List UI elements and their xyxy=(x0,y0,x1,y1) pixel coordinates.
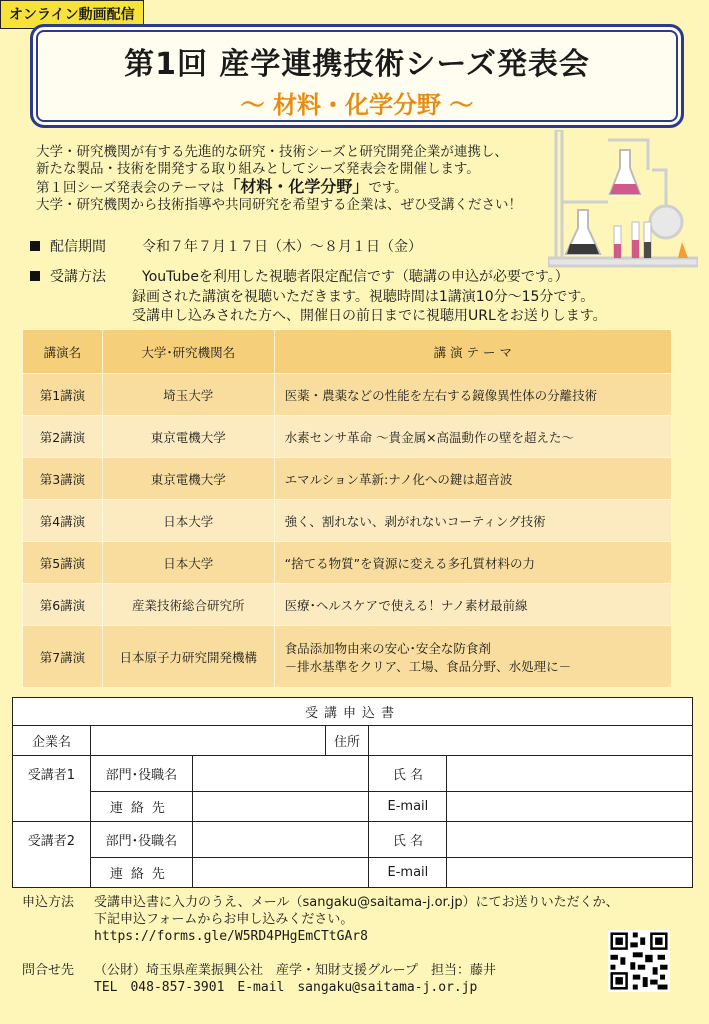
lecture-row xyxy=(23,626,672,688)
application-form xyxy=(12,697,693,888)
name-label: 氏 名 xyxy=(369,756,447,792)
contact-label: 連絡先 xyxy=(90,858,192,888)
attendee1-label: 受講者1 xyxy=(13,756,91,822)
attendee1-dept-input[interactable] xyxy=(192,756,369,792)
lecture-row xyxy=(23,584,672,626)
method-row xyxy=(30,266,569,286)
apply-label: 申込方法 xyxy=(22,895,75,910)
method-line: YouTubeを利用した視聴者限定配信です（聴講の申込が必要です。） xyxy=(142,269,569,285)
method-line: 受講申し込みされた方へ、開催日の前日までに視聴用URLをお送りします。 xyxy=(132,308,607,324)
intro-line-pre: 第１回シーズ発表会のテーマは xyxy=(36,180,225,196)
contact-org: （公財）埼玉県産業振興公社 産学・知財支援グループ 担当：藤井 xyxy=(94,963,496,978)
lecture-theme xyxy=(274,374,671,416)
apply-line: 下記申込フォームからお申し込みください。 xyxy=(94,912,354,927)
lecture-row xyxy=(23,374,672,416)
header-organization: 大学･研究機関名 xyxy=(102,330,274,374)
lecture-number: 第2講演 xyxy=(23,416,103,458)
lab-glassware-illustration xyxy=(548,130,698,270)
page-subtitle: ～ 材料・化学分野 ～ xyxy=(240,91,474,119)
attendee1-name-input[interactable] xyxy=(447,756,693,792)
period-value: 令和７年７月１７日（木）～８月１日（金） xyxy=(142,239,422,255)
address-input[interactable] xyxy=(369,726,693,756)
contact-label: 連絡先 xyxy=(90,792,192,822)
attendee2-label: 受講者2 xyxy=(13,822,91,888)
lecture-number: 第1講演 xyxy=(23,374,103,416)
apply-method xyxy=(22,894,619,945)
name-label: 氏 名 xyxy=(369,822,447,858)
lecture-theme-line: “捨てる物質”を資源に変える多孔質材料の力 xyxy=(284,555,536,571)
attendee1-email-input[interactable] xyxy=(447,792,693,822)
lecture-row xyxy=(23,458,672,500)
address-label: 住所 xyxy=(325,726,369,756)
lecture-organization: 東京電機大学 xyxy=(102,416,274,458)
intro-line: 大学・研究機関が有する先進的な研究・技術シーズと研究開発企業が連携し、 xyxy=(36,144,508,160)
lecture-number: 第4講演 xyxy=(23,500,103,542)
lecture-theme-line: 医療･ヘルスケアで使える！ナノ素材最前線 xyxy=(284,597,528,613)
lecture-table xyxy=(22,329,672,688)
method-label: 受講方法 xyxy=(50,269,106,285)
lecture-theme-line: 強く、割れない、剥がれないコーティング技術 xyxy=(284,513,546,529)
contact-phone-email: TEL 048-857-3901 E-mail sangaku@saitama-j.or.jp xyxy=(94,980,478,995)
lecture-theme xyxy=(274,458,671,500)
email-label: E-mail xyxy=(369,792,447,822)
lecture-table-header xyxy=(23,330,672,374)
lecture-organization: 産業技術総合研究所 xyxy=(102,584,274,626)
attendee2-name-input[interactable] xyxy=(447,822,693,858)
attendee2-email-input[interactable] xyxy=(447,858,693,888)
lecture-number: 第5講演 xyxy=(23,542,103,584)
lecture-theme xyxy=(274,584,671,626)
lecture-row xyxy=(23,500,672,542)
lecture-organization: 日本原子力研究開発機構 xyxy=(102,626,274,688)
lecture-number: 第6講演 xyxy=(23,584,103,626)
attendee2-dept-input[interactable] xyxy=(192,822,369,858)
lecture-row xyxy=(23,416,672,458)
attendee2-contact-input[interactable] xyxy=(192,858,369,888)
lecture-organization: 日本大学 xyxy=(102,500,274,542)
lecture-theme-line: エマルション革新:ナノ化への鍵は超音波 xyxy=(284,471,513,487)
header-lecture: 講演名 xyxy=(23,330,103,374)
lecture-number: 第3講演 xyxy=(23,458,103,500)
dept-label: 部門･役職名 xyxy=(90,756,192,792)
theme-highlight: 「材料・化学分野」 xyxy=(224,177,369,196)
lecture-theme xyxy=(274,500,671,542)
company-label: 企業名 xyxy=(13,726,91,756)
method-line: 録画された講演を視聴いただきます。視聴時間は1講演10分～15分です。 xyxy=(132,289,595,305)
lecture-theme-subline: －排水基準をクリア、工場、食品分野、水処理に－ xyxy=(284,658,572,674)
lecture-theme-line: 食品添加物由来の安心･安全な防食剤 xyxy=(284,640,491,656)
lecture-theme xyxy=(274,626,671,688)
form-title: 受講申込書 xyxy=(13,698,693,726)
lecture-organization: 埼玉大学 xyxy=(102,374,274,416)
lecture-organization: 日本大学 xyxy=(102,542,274,584)
header-theme: 講 演 テ ー マ xyxy=(274,330,671,374)
email-label: E-mail xyxy=(369,858,447,888)
lecture-theme-line: 水素センサ革命 ～貴金属×高温動作の壁を超えた～ xyxy=(284,429,575,445)
online-streaming-badge: オンライン動画配信 xyxy=(0,0,144,29)
contact-info xyxy=(22,962,496,996)
period-label: 配信期間 xyxy=(50,239,106,255)
qr-code-icon[interactable] xyxy=(608,930,670,992)
apply-form-link[interactable]: https://forms.gle/W5RD4PHgEmCTtGAr8 xyxy=(94,929,368,944)
lecture-organization: 東京電機大学 xyxy=(102,458,274,500)
period-row xyxy=(30,236,422,256)
page-title: 第1回 産学連携技術シーズ発表会 xyxy=(124,47,590,82)
apply-line: 受講申込書に入力のうえ、メール（sangaku@saitama-j.or.jp）にてお送りいただくか、 xyxy=(94,895,619,910)
contact-info-label: 問合せ先 xyxy=(22,963,75,978)
intro-line xyxy=(36,178,576,197)
lecture-theme-line: 医薬・農薬などの性能を左右する鏡像異性体の分離技術 xyxy=(284,387,598,403)
lecture-row xyxy=(23,542,672,584)
square-bullet-icon xyxy=(30,241,40,251)
intro-line-post: です。 xyxy=(368,180,408,196)
intro-line: 新たな製品・技術を開発する取り組みとしてシーズ発表会を開催します。 xyxy=(36,161,480,177)
company-input[interactable] xyxy=(90,726,325,756)
lecture-theme xyxy=(274,542,671,584)
lecture-theme xyxy=(274,416,671,458)
title-frame xyxy=(30,24,684,128)
method-details xyxy=(132,288,607,326)
intro-line: 大学・研究機関から技術指導や共同研究を希望する企業は、ぜひ受講ください！ xyxy=(36,197,522,213)
dept-label: 部門･役職名 xyxy=(90,822,192,858)
lecture-number: 第7講演 xyxy=(23,626,103,688)
intro-text xyxy=(36,144,576,214)
square-bullet-icon xyxy=(30,271,40,281)
attendee1-contact-input[interactable] xyxy=(192,792,369,822)
